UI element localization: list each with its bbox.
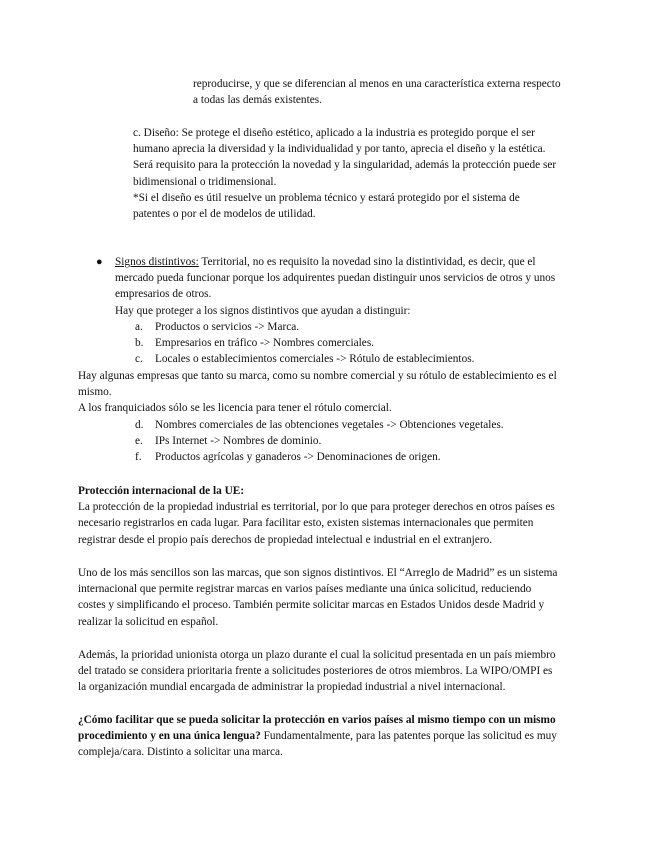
- list-letter: f.: [135, 451, 142, 464]
- text-line: internacional que permite registrar marcas en varios países mediante una única solicitud, reduciendo: [78, 583, 532, 596]
- question-bold-line: ¿Cómo facilitar que se pueda solicitar la protección en varios países al mismo tiempo con un mismo: [78, 714, 556, 726]
- text-line: c. Diseño: Se protege el diseño estético, aplicado a la industria es protegido porque el ser: [133, 127, 535, 139]
- list-letter: c.: [135, 353, 143, 366]
- text-line: empresarios de otros.: [115, 288, 212, 301]
- list-text: Nombres comerciales de las obtenciones vegetales -> Obtenciones vegetales.: [155, 419, 504, 431]
- question-paragraph: [78, 712, 557, 761]
- signos-line1-text: Territorial, no es requisito la novedad sino la distintividad, es decir, que el: [198, 256, 536, 268]
- text-line: del tratado se considera prioritaria frente a solicitudes posteriores de otros miembros. La WIPO/OMPI es: [78, 665, 553, 678]
- section-heading: Protección internacional de la UE:: [78, 485, 245, 497]
- list-text: Locales o establecimientos comerciales -> Rótulo de establecimientos.: [155, 353, 475, 366]
- list-letter: e.: [135, 435, 143, 448]
- signos-paragraph: [115, 254, 555, 319]
- text-line: realizar la solicitud en español.: [78, 615, 219, 628]
- text-line: patentes o por el de modelos de utilidad.: [133, 208, 316, 221]
- list-letter: a.: [135, 321, 143, 333]
- signos-list-1: [135, 319, 474, 368]
- continuation-paragraph: [193, 76, 561, 108]
- list-text: Productos agrícolas y ganaderos -> Denominaciones de origen.: [155, 451, 441, 464]
- question-bold-part: procedimiento y en una única lengua?: [78, 730, 261, 743]
- text-line: Uno de los más sencillos son las marcas, que son signos distintivos. El “Arreglo de Madrid” es un sistema: [78, 567, 558, 579]
- text-line: Hay que proteger a los signos distintivos que ayudan a distinguir:: [115, 304, 411, 317]
- list-item: [135, 417, 504, 433]
- text-line: [115, 254, 555, 270]
- text-line: Será requisito para la protección la novedad y la singularidad, además la protección puede ser: [133, 159, 557, 172]
- prioridad-paragraph: [78, 647, 556, 696]
- text-line: *Si el diseño es útil resuelve un problema técnico y estará protegido por el sistema de: [133, 191, 520, 204]
- text-line: A los franquiciados sólo se les licencia para tener el rótulo comercial.: [78, 402, 392, 415]
- text-line: [78, 728, 557, 744]
- signos-list-2: [135, 417, 504, 466]
- text-line: Hay algunas empresas que tanto su marca, como su nombre comercial y su rótulo de establecimiento es el: [78, 370, 557, 382]
- list-item: [135, 433, 504, 449]
- list-item: [135, 351, 474, 367]
- design-paragraph: [133, 125, 556, 222]
- text-line: mercado pueda funcionar porque los adquirentes puedan distinguir unos servicios de otros y unos: [115, 272, 556, 285]
- franchise-paragraph: [78, 368, 557, 417]
- question-rest: Fundamentalmente, para las patentes porque las solicitud es muy: [260, 730, 557, 743]
- list-text: Productos o servicios -> Marca.: [155, 321, 300, 333]
- text-line: registrar desde el propio país derechos de propiedad intelectual e industrial en el extranjero.: [78, 533, 493, 546]
- text-line: bidimensional o tridimensional.: [133, 175, 277, 188]
- text-line: a todas las demás existentes.: [193, 94, 322, 107]
- text-line: necesario registrarlos en cada lugar. Para facilitar esto, existen sistemas internacionales que permiten: [78, 517, 534, 530]
- text-line: compleja/cara. Distinto a solicitar una marca.: [78, 746, 283, 759]
- list-letter: d.: [135, 419, 144, 431]
- list-letter: b.: [135, 337, 144, 350]
- list-text: IPs Internet -> Nombres de dominio.: [155, 435, 322, 448]
- bullet-icon: ●: [96, 256, 103, 268]
- list-item: [135, 335, 474, 351]
- text-line: la organización mundial encargada de administrar la propiedad industrial a nivel internacional.: [78, 681, 506, 694]
- signos-heading: Signos distintivos:: [115, 256, 199, 268]
- text-line: humano aprecia la diversidad y la individualidad y por tanto, aprecia el diseño y la estética.: [133, 143, 546, 156]
- list-item: [135, 449, 504, 465]
- text-line: mismo.: [78, 386, 112, 399]
- text-line: Además, la prioridad unionista otorga un plazo durante el cual la solicitud presentada en un país miembro: [78, 649, 556, 661]
- proteccion-section: [78, 483, 555, 548]
- text-line: costes y simplificando el proceso. También permite solicitar marcas en Estados Unidos desde Madrid y: [78, 599, 545, 612]
- list-item: [135, 319, 474, 335]
- madrid-paragraph: [78, 565, 557, 630]
- text-line: La protección de la propiedad industrial es territorial, por lo que para proteger derechos en otros países es: [78, 501, 555, 514]
- text-line: reproducirse, y que se diferencian al menos en una característica externa respecto: [193, 78, 561, 90]
- list-text: Empresarios en tráfico -> Nombres comerciales.: [155, 337, 375, 350]
